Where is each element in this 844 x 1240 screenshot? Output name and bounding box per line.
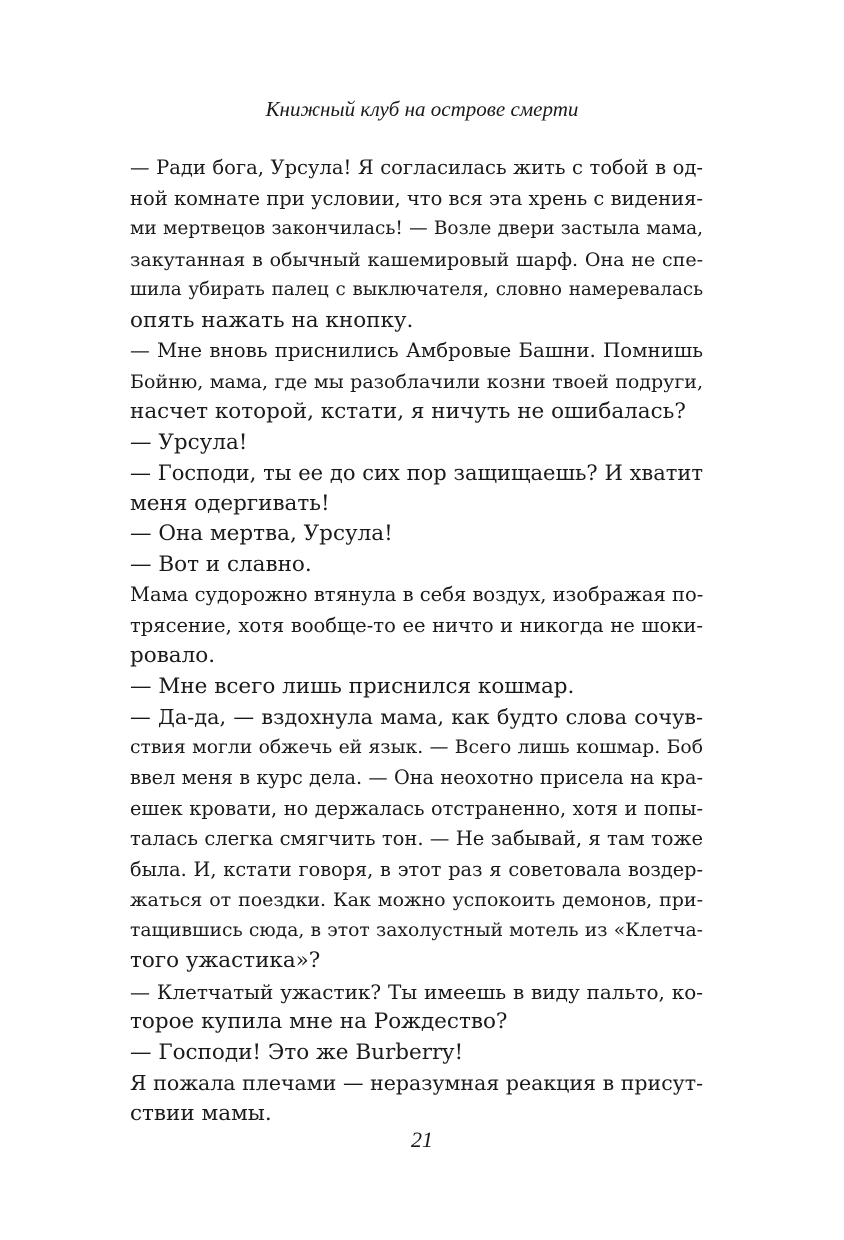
text-line: жаться от поездки. Как можно успокоить демонов, при- xyxy=(130,889,703,911)
text-line: Бойню, мама, где мы разоблачили козни твоей подруги, xyxy=(130,370,703,393)
text-line: шила убирать палец с выключателя, словно намеревалась xyxy=(130,279,703,300)
text-line: — Клетчатый ужастик? Ты имеешь в виду пальто, ко- xyxy=(130,979,703,1004)
text-line: ствия могли обжечь ей язык. — Всего лишь кошмар. Боб xyxy=(130,736,703,758)
text-line: — Мне всего лишь приснился кошмар. xyxy=(130,673,575,699)
text-line: — Ради бога, Урсула! Я согласилась жить с тобой в од- xyxy=(130,156,703,179)
text-line: — Она мертва, Урсула! xyxy=(130,521,393,546)
text-line: закутанная в обычный кашемировый шарф. Она не спе- xyxy=(130,248,703,271)
page-number: 21 xyxy=(411,1127,433,1152)
text-line: ешек кровати, но держалась отстраненно, хотя и попы- xyxy=(130,796,703,820)
text-line: меня одергивать! xyxy=(130,490,330,516)
text-line: ввел меня в курс дела. — Она неохотно присела на кра- xyxy=(130,766,703,789)
text-line: Мама судорожно втянула в себя воздух, изображая по- xyxy=(130,583,703,606)
text-line: трясение, хотя вообще-то ее ничто и никогда не шоки- xyxy=(130,613,703,637)
text-line: Я пожала плечами — неразумная реакция в присут- xyxy=(130,1071,703,1095)
text-line: тащившись сюда, в этот захолустный мотель из «Клетча- xyxy=(130,919,703,941)
text-line: торое купила мне на Рождество? xyxy=(130,1009,508,1034)
text-line: — Вот и славно. xyxy=(130,551,312,577)
text-line: — Да-да, — вздохнула мама, как будто слова сочув- xyxy=(130,705,703,729)
running-head: Книжный клуб на острове смерти xyxy=(265,97,579,121)
text-line: талась слегка смягчить тон. — Не забывай, я там тоже xyxy=(130,827,703,850)
text-line: — Мне вновь приснились Амбровые Башни. Помнишь xyxy=(130,339,703,362)
body-text xyxy=(130,153,703,1129)
text-line: насчет которой, кстати, я ничуть не ошибалась? xyxy=(130,399,686,424)
text-line: ной комнате при условии, что вся эта хрень с видения- xyxy=(130,186,703,210)
text-line: ми мертвецов закончилась! — Возле двери застыла мама, xyxy=(130,218,703,239)
text-line: ствии мамы. xyxy=(130,1100,272,1126)
text-line: — Господи, ты ее до сих пор защищаешь? И хватит xyxy=(130,461,703,485)
text-line: — Урсула! xyxy=(130,429,248,455)
text-line: — Господи! Это же Burberry! xyxy=(130,1039,464,1065)
text-line: того ужастика»? xyxy=(130,948,321,973)
text-line: опять нажать на кнопку. xyxy=(130,307,414,333)
text-line: была. И, кстати говоря, в этот раз я советовала воздер- xyxy=(130,857,703,881)
text-line: ровало. xyxy=(130,643,216,668)
